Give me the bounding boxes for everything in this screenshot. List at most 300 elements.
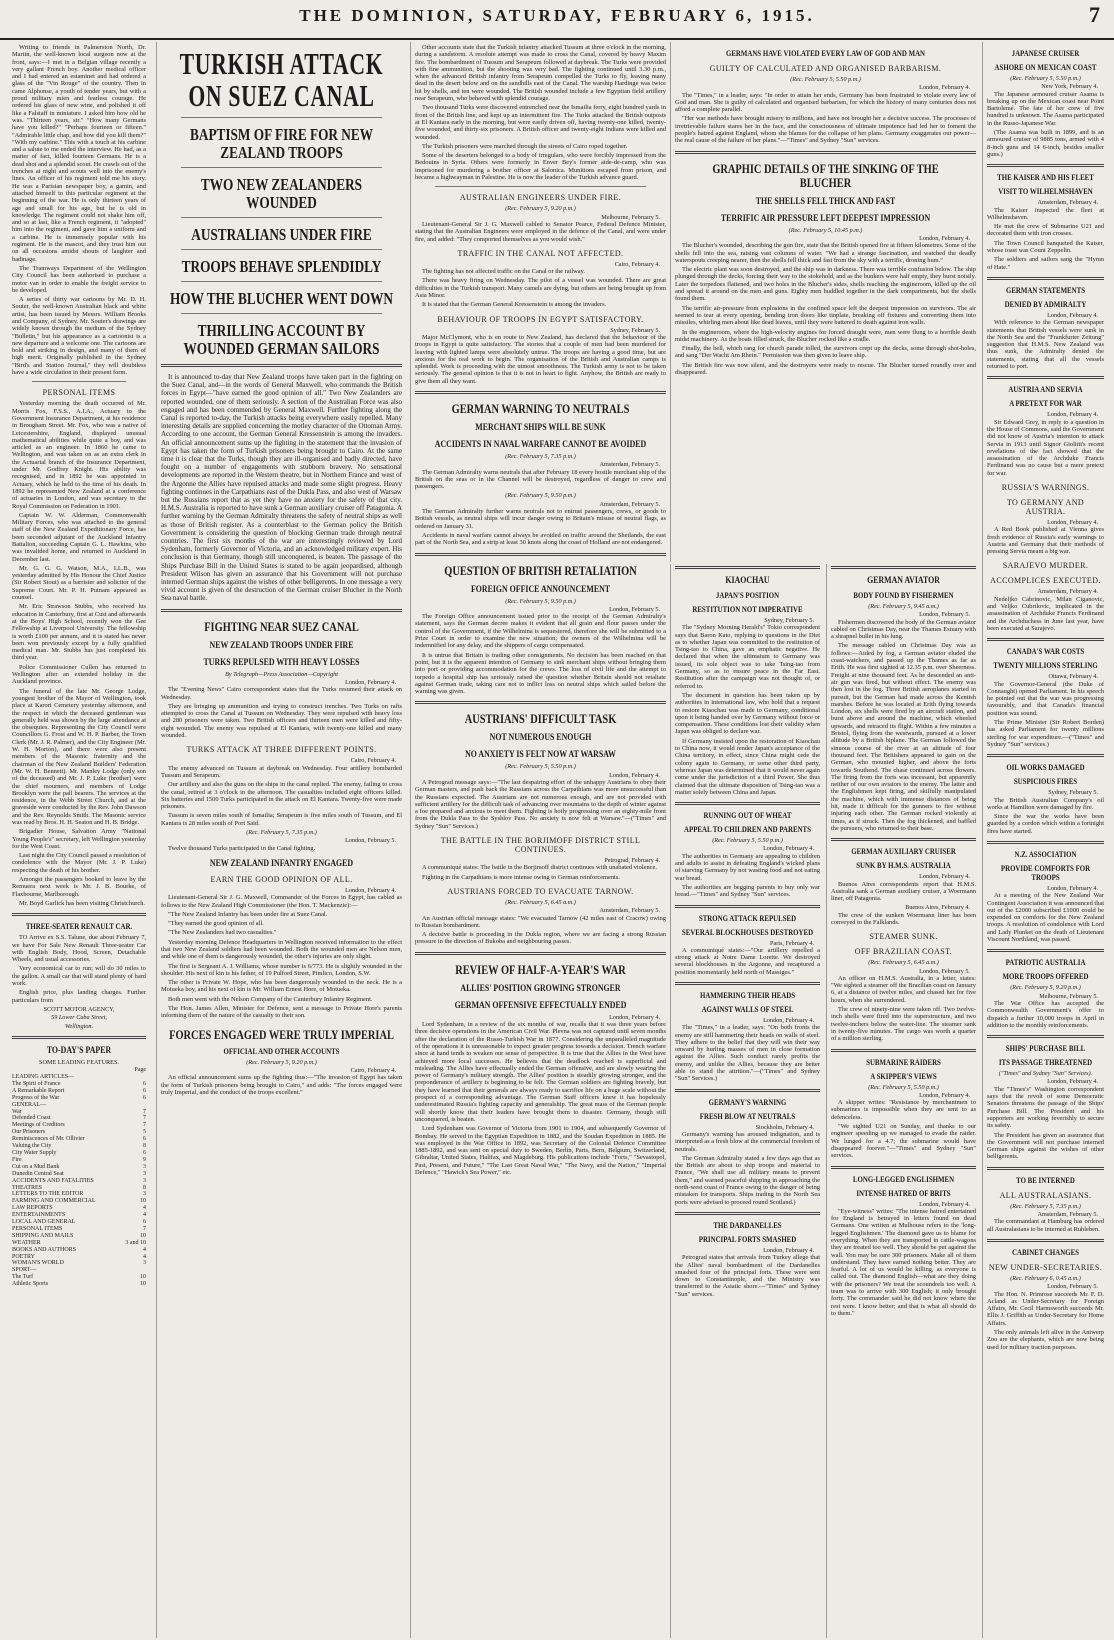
article-paragraph: Petrograd states that arrivals from Turkey allege that the Allies' naval bombardment of the Dardanelles smashed four of the principal forts. These were sent down to Constantinople, and the Ministry was transferred to the Asiatic shore.—"Times" and Sydney "Sun" services. bbox=[675, 1254, 820, 1298]
dateline: Melbourne, February 5. bbox=[1039, 992, 1098, 1000]
article-paragraph: Buenos Aires correspondents report that H.M.S. Australia sank a German auxiliary cruiser, a Woermann liner, off Patagonia. bbox=[831, 880, 976, 903]
divider bbox=[181, 281, 382, 282]
headline: FIGHTING NEAR SUEZ CANAL bbox=[204, 618, 359, 634]
dateline: London, February 4. bbox=[763, 1016, 814, 1024]
subheadline: APPEAL TO CHILDREN AND PARENTS bbox=[684, 825, 811, 835]
article-paragraph: They are bringing up ammunition and trying to construct trenches. Two Turks on rafts attempted to cross the Canal at Tussum on Wednesday. They were repulsed with heavy loss and 280 prisoners were taken. Two British officers and thirteen men were killed and fifty-eight wounded. The enemy was repulsed at El Kantara, with twenty-one killed and many wounded. bbox=[161, 702, 402, 740]
section-heading: AUSTRALIAN ENGINEERS UNDER FIRE. bbox=[459, 193, 622, 203]
dateline: London, February 5. bbox=[919, 967, 970, 975]
contents-row: Our Prisoners 5 bbox=[12, 1129, 146, 1136]
article-paragraph: Fighting in the Carpathians is more intense owing to German reinforcements. bbox=[422, 873, 620, 881]
divider bbox=[675, 905, 820, 908]
subheadline: TURKS REPULSED WITH HEAVY LOSSES bbox=[203, 656, 360, 668]
subheadline: TERRIFIC AIR PRESSURE LEFT DEEPEST IMPRESSION bbox=[720, 212, 931, 224]
article-paragraph: The Hon. James Allen, Minister for Defence, sent a message to Private Hore's parents informing them of the nature of the casualty to their son. bbox=[161, 1005, 402, 1020]
article-paragraph: Since the war the works have been guarded by a cordon which within a fortnight fires have started. bbox=[987, 813, 1104, 835]
divider bbox=[415, 391, 666, 394]
subheadline: SEVERAL BLOCKHOUSES DESTROYED bbox=[681, 927, 814, 937]
section-heading: AUSTRIANS FORCED TO EVACUATE TARNOW. bbox=[447, 886, 634, 896]
divider bbox=[675, 151, 976, 154]
contents-row: Cut on a Mud Bank 3 bbox=[12, 1163, 146, 1170]
subheadline: JAPAN'S POSITION bbox=[715, 591, 780, 600]
dateline: London, February 4. bbox=[919, 1200, 970, 1208]
received-line: (Rec. February 6, 0.45 a.m.) bbox=[1010, 1274, 1081, 1282]
section-heading: TO GERMANY AND AUSTRIA. bbox=[1006, 497, 1085, 516]
article-paragraph: The authorities in Germany are appealing to children and adults to assist in defeating England's wicked plans of starving Germany by not wasting food and not eating war bread. bbox=[675, 852, 820, 882]
article-paragraph: The soldiers and sailors sang the "Hymn of Hate." bbox=[987, 256, 1104, 271]
divider bbox=[831, 838, 976, 841]
article-paragraph: The Hon. N. Primrose succeeds Mr. F. D. Acland as Under-Secretary for Foreign Affairs, Mr. Cecil Harmsworth succeeds Mr. Ellis J. Griffith as Under-Secretary for Home Affairs. bbox=[987, 1290, 1104, 1327]
article-paragraph: The terrific air-pressure from explosions in the confined space left the deepest impression on survivors. The air seemed to tear at every opening, bending iron doors like tinplate, breaking off fixtures and converting them into missiles, whirling men about like dead leaves, until they were battered to death against iron walls. bbox=[675, 304, 976, 327]
headline: CANADA'S WAR COSTS bbox=[1006, 647, 1085, 657]
column-4b bbox=[826, 564, 980, 1638]
contents-row: LAW REPORTS 4 bbox=[12, 1205, 146, 1212]
article-paragraph: Major McClymont, who is en route to New Zealand, has declared that the behaviour of the troops in Egypt is quite satisfactory. The stories that a couple of men had been murdered for leaving with lighted lamps were absolutely untrue. The troops are having a good time, but are anxious for the real work to begin. The organisation of the British and Australian camps is splendid. Work is proceeding with the utmost smoothness. The Turkish army is not to be taken seriously. The general opinion is that it is not in heart to fight. Anyhow, the British are ready to give them all they want. bbox=[415, 333, 666, 385]
dateline: Ottawa, February 4. bbox=[1048, 673, 1098, 681]
article-paragraph: "They earned the good opinion of all. bbox=[168, 920, 264, 928]
divider bbox=[831, 1049, 976, 1052]
dateline: Amsterdam, February 5. bbox=[599, 461, 660, 469]
dateline: Melbourne, February 5. bbox=[601, 213, 660, 221]
dateline: Amsterdam, February 4. bbox=[1037, 588, 1098, 596]
headline: JAPANESE CRUISER bbox=[1011, 49, 1080, 58]
subheadline: AGAINST WALLS OF STEEL bbox=[701, 1004, 794, 1014]
subheadline: NEW ZEALAND INFANTRY ENGAGED bbox=[209, 857, 354, 869]
article-paragraph: An Austrian official message states: "We evacuated Tarnow (42 miles east of Cracow) owing to Russian bombardment. bbox=[415, 914, 666, 929]
subheadline: SUNK BY H.M.S. AUSTRALIA bbox=[856, 861, 951, 871]
column-1 bbox=[8, 42, 150, 1638]
section-heading: ACCOMPLICES EXECUTED. bbox=[990, 576, 1101, 586]
subheadline: INTENSE HATRED OF BRITS bbox=[856, 1188, 951, 1198]
article-paragraph: It is untrue that Britain is trading other consignments. No decision has been reached on that point, but it is the apparent intention of Germany to sink merchant ships without bringing them into port or providing accommodation for the crews. The loss of civil life and the attempt to torpedo a hospital ship has seriously raised the question whether Britain should not retaliate against German trade, taking care not to inflict loss on neutral ships which sailed before the warning was given. bbox=[415, 651, 666, 696]
subheadline: TWENTY MILLIONS STERLING bbox=[993, 661, 1098, 671]
section-heading: EARN THE GOOD OPINION OF ALL. bbox=[210, 874, 353, 884]
headline: RUNNING OUT OF WHEAT bbox=[703, 811, 792, 821]
subheadline: GERMAN OFFENSIVE EFFECTUALLY ENDED bbox=[454, 999, 627, 1011]
dateline: Sydney, February 5. bbox=[1048, 789, 1098, 797]
article-paragraph: An official announcement sums up the fighting thus:—"The invasion of Egypt has taken the form of Turkish prisoners being brought to Cairo," and adds: "The forces engaged were truly Imperial, and the conduct of the troops excellent." bbox=[161, 1074, 402, 1096]
headline: AUSTRIANS' DIFFICULT TASK bbox=[464, 711, 617, 727]
dateline: Petrograd, February 4. bbox=[604, 857, 660, 865]
headline: AUSTRALIANS UNDER FIRE bbox=[191, 225, 372, 244]
headline: THE DARDANELLES bbox=[713, 1220, 782, 1230]
dateline: London, February 5. bbox=[919, 611, 970, 619]
headline: SUBMARINE RAIDERS bbox=[866, 1057, 941, 1067]
divider bbox=[12, 1036, 146, 1039]
headline: REVIEW OF HALF-A-YEAR'S WAR bbox=[455, 961, 626, 977]
article-paragraph: A communiqué states:—"Our artillery repelled a strong attack at Notre Dame Lorette. We destroyed several blockhouses in the Argonne, and recaptured a position momentarily held north of Massiges." bbox=[675, 946, 820, 976]
contents-row: LETTERS TO THE EDITOR 3 bbox=[12, 1191, 146, 1198]
received-line: (Rec. February 5, 5.50 p.m.) bbox=[712, 837, 783, 845]
contents-row: Fire 9 bbox=[12, 1156, 146, 1163]
dateline: London, February 4. bbox=[1047, 885, 1098, 892]
article-paragraph: A skipper writes: "Resistance by merchantmen to submarines is impossible when they are sent to as defenceless. bbox=[831, 1099, 976, 1121]
subheadline: A SKIPPER'S VIEWS bbox=[870, 1071, 937, 1081]
divider bbox=[32, 381, 126, 382]
article-paragraph: The Kaiser inspected the fleet at Wilhelmshaven. bbox=[987, 206, 1104, 221]
headline: THE KAISER AND HIS FLEET bbox=[997, 173, 1094, 183]
dateline: London, February 5. bbox=[345, 837, 396, 845]
contents-row: Reminiscences of Mr. Ollivier 6 bbox=[12, 1136, 146, 1143]
article-paragraph: The Prime Minister (Sir Robert Borden) has asked Parliament for twenty millions sterling for war expenditure.—("Times" and Sydney "Sun" services.) bbox=[987, 719, 1104, 748]
subheadline: RESTITUTION NOT IMPERATIVE bbox=[692, 605, 803, 614]
advert-heading: THREE-SEATER RENAULT CAR. bbox=[25, 922, 133, 932]
advert-paragraph: Very economical car to run; will do 30 miles to the gallon. A small car that will stand plenty of hard work. bbox=[12, 965, 146, 988]
article-paragraph: Both men went with the Nelson Company of the Canterbury Infantry Regiment. bbox=[168, 995, 373, 1003]
masthead-title: THE DOMINION, SATURDAY, FEBRUARY 6, 1915. bbox=[299, 6, 815, 25]
headline: TO BE INTERNED bbox=[1016, 1175, 1075, 1185]
article-paragraph: The "Evening News" Cairo correspondent states that the Turks resumed their attack on Wednesday. bbox=[161, 686, 402, 701]
column-2 bbox=[156, 42, 406, 1638]
contents-row: LOCAL AND GENERAL 6 bbox=[12, 1219, 146, 1226]
contents-row: THEATRES 8 bbox=[12, 1184, 146, 1191]
article-paragraph: Germany's warning has aroused indignation, and is interpreted as a fresh blow at the commercial freedom of neutrals. bbox=[675, 1130, 820, 1153]
subheadline: PROVIDE COMFORTS FOR TROOPS bbox=[1000, 864, 1091, 882]
headline: N.Z. ASSOCIATION bbox=[1014, 850, 1077, 859]
received-line: (Rec. February 5, 6.45 a.m.) bbox=[868, 959, 939, 967]
article-paragraph: Some of the deserters belonged to a body of irregulars, who were forcibly impressed from the Bedouins in Syria. Others were formerly in Enver Bey's former aide-de-camp, who was imprisoned for murdering a brother officer at Salonica. Munitions escaped from prison, and became a highwayman in Palestine. He is now the leader of the Turkish advance guard. bbox=[415, 152, 666, 182]
dateline: London, February 4. bbox=[919, 873, 970, 881]
article-paragraph: The Blucher's wounded, describing the gun fire, state that the British opened fire at fifteen kilometres. Some of the shells fell into the sea, raising vast columns of water. "We had a strange fascination, and watched the deadly waterspouts creeping nearer, then the shells fell thick and fast from the sky with a terrific, droning hum." bbox=[675, 242, 976, 264]
section-heading: BEHAVIOUR OF TROOPS IN EGYPT SATISFACTORY. bbox=[437, 314, 644, 324]
headline: TWO NEW ZEALANDERS WOUNDED bbox=[200, 175, 363, 212]
received-line: (Rec. February 5, 7.35 p.m.) bbox=[246, 829, 317, 837]
divider bbox=[415, 553, 666, 556]
subheadline: BODY FOUND BY FISHERMEN bbox=[853, 591, 954, 600]
article-paragraph: The German Admiralty further warns neutrals not to entrust passengers, crews, or goods to British vessels, as neutral ships will incur danger owing to Britain's misuse of neutral flags, as ordered on January 31. bbox=[415, 508, 666, 530]
subheadline: ALLIES' POSITION GROWING STRONGER bbox=[460, 982, 621, 994]
article-paragraph: The War Office has accepted the Commonwealth Government's offer to dispatch a further 10,000 troops in April in addition to the monthly reinforcements. bbox=[987, 999, 1104, 1029]
article-paragraph: At a meeting of the New Zealand War Contingent Association it was announced that out of the £2000 subscribed £1000 could be expended on comforts for the New Zealand troops. A resolution of condolence with Lord and Lady Plunket on the death of Lieutenant Viscount Northland, was passed. bbox=[987, 892, 1104, 944]
subheadline: MORE TROOPS OFFERED bbox=[1002, 972, 1089, 982]
article-paragraph: "Eye-witness" writes: "The intense hatred entertained for England is betrayed in letters found on dead Germans. One written at Mulhouse refers to the 'long-legged Englishmen.' The diamond gave us to blame for everything. When they are transported in cattle-wagons they are treated too well. They should be put against the wall. You may be sure 300 prisoners. Make all of them understand. They have earned nothing better. They are fearful. A lot of us would be killing, as everyone is called out. The diamond English—what are they doing with the prisoners? We treat the scoundrels too well. A team was to arrive with 300 English; it only brought forty. The commander said he did not know where the rest were. I know better; and that is what all should do to them." bbox=[831, 1207, 976, 1317]
article-paragraph: "Her war methods have brought misery to millions, and have not brought her a decisive success. The processes of irretrievable failure stares her in the face, and the consciousness of ultimate impotence had led her to foment the people's hatred against England, whom she blames for the collapse of her plans. Germany exaggerates our power—the real cause of the failure of her plans."—"Times" and Sydney "Sun" services. bbox=[675, 115, 976, 145]
divider bbox=[675, 566, 820, 569]
dateline: London, February 4. bbox=[763, 845, 814, 853]
divider bbox=[415, 952, 666, 955]
section-heading: STEAMER SUNK. bbox=[869, 932, 938, 942]
section-heading: RUSSIA'S WARNINGS. bbox=[1001, 482, 1090, 492]
article-paragraph: (The Asama was built in 1899, and is an armoured cruiser of 9885 tons, armed with 4 8-inch guns and 14 6-inch, besides smaller guns.) bbox=[987, 129, 1104, 158]
article-paragraph: If Germany insisted upon the restoration of Kiaochau to China now, it would render Japan's acceptance of the China territory, in effect, since China might cede the colony again to Germany, or some other third party, whereas Japan was determined that it would never again come under the jurisdiction of a third Power. She thus claimed that the ultimate disposition of Tsing-tao was a matter solely between China and Japan. bbox=[675, 737, 820, 796]
dateline: London, February 5. bbox=[1047, 1283, 1098, 1291]
received-line: (Rec. February 5, 5.50 p.m.) bbox=[868, 1083, 939, 1091]
dateline: London, February 4. bbox=[763, 1246, 814, 1254]
story-paragraph: The Tramways Department of the Wellington City Council has been authorised to purchase a motor van in order to enable the freight service to be developed. bbox=[12, 264, 146, 294]
received-line: (Rec. February 5, 6.45 a.m.) bbox=[505, 898, 576, 906]
main-headline: TURKISH ATTACK ON SUEZ CANAL bbox=[179, 46, 384, 113]
dateline: London, February 4. bbox=[1047, 411, 1098, 419]
contents-row: Defended Coast 7 bbox=[12, 1115, 146, 1122]
divider bbox=[987, 1167, 1104, 1170]
article-paragraph: Lord Sydenham, in a review of the six months of war, recalls that it was three years before three decisive operations in the American Civil War. Plevna was not captured until seven months after the declaration of the Russo-Turkish War in 1877. Considering the unparalleled magnitude of the operations it is unreasonable to expect greater progress towards a decision. Trench warfare since at hand tends to weaken our sense of perspective. It is true that the Allies in the West have achieved more local successes. He believes that the deadlock reached is superficial and misleading. The Allies have effectually ended the German offensive, and are slowly wearing the power of Germany's military strength. The Allies' position is steadily growing stronger, and the preponderance of artillery is beginning to be felt. The German soldiers are fighting bravely, but they have learned that their generals are always ready to sacrifice life on a huge scale without the prospect of a corresponding advantage. The German Staff officers knew it has hopelessly underestimated Russia's fighting capacity and generalship. The great mass of the German people will shortly know that their leaders have brought them to disaster. Germany, though still unconquered, is beaten. bbox=[415, 1021, 666, 1123]
dateline: Cairo, February 4. bbox=[614, 260, 660, 268]
article-paragraph: An officer on H.M.S. Australia, in a letter, states: "We sighted a steamer off the Brazilian coast on January 6, at a distance of twelve miles, and chased her for five hours, when she surrendered. bbox=[831, 974, 976, 1004]
headline: GERMANY'S WARNING bbox=[708, 1097, 787, 1107]
advert-paragraph: English price, plus landing charges. Further particulars from bbox=[12, 989, 146, 1004]
divider bbox=[987, 376, 1104, 379]
dateline: London, February 4. bbox=[609, 771, 660, 779]
subheadline: NO ANXIETY IS FELT NOW AT WARSAW bbox=[465, 749, 616, 761]
article-paragraph: The crew of the sunken Woermann liner has been conveyed to the Falklands. bbox=[831, 911, 976, 926]
article-paragraph: The German Admiralty warns neutrals that after February 18 every hostile merchant ship of the British on the seas or in the Channel will be destroyed, regardless of danger to crew and passengers. bbox=[415, 468, 666, 491]
divider bbox=[987, 164, 1104, 167]
headline: AUSTRIA AND SERVIA bbox=[1008, 385, 1083, 395]
divider bbox=[987, 277, 1104, 280]
personal-paragraph: Captain W. W. Alderman, Commonwealth Military Forces, who was attached to the general staff of the New Zealand Expeditionary Force, has been seconded adjutant of the Auckland Infantry Battalion, succeeding Captain G. L. Hawkins, who was invalided home, and returned to Auckland in December last. bbox=[12, 511, 146, 563]
dateline: Amsterdam, February 5. bbox=[599, 907, 660, 915]
dateline: Amsterdam, February 5. bbox=[599, 500, 660, 508]
subheadline: OFFICIAL AND OTHER ACCOUNTS bbox=[223, 1046, 340, 1056]
contents-row: Meetings of Creditors 7 bbox=[12, 1122, 146, 1129]
contents-row: GENERAL— bbox=[12, 1101, 46, 1108]
lead-summary: It is announced to-day that New Zealand troops have taken part in the fighting on the Suez Canal, and—in the words of General Maxwell, who commands the British forces in Egypt—"have earned the good opinion of all." Two New Zealanders are reported wounded, one of them seriously. A section of the Australian Force was also engaged and has been commended by General Maxwell. Further fighting along the Canal is reported to-day, the Turkish attacks being everywhere easily repelled. Many interesting details are supplied concerning the motley character of the Ottoman Army. According to one account, the German General Kressenstein is among the invaders. An official announcement sums up the fighting in the statement that the invasion of Egypt has taken the form of Turkish prisoners being brought to Cairo. At the same time it is clear that the Turks, though they are ill-organised and badly directed, have fought on a number of engagements with stubborn bravery. No sensational developments are reported in the Western theatre, but in Northern France and west of the Argonne the Allies have repulsed attacks and made some slight progress. Heavy fighting continues in the Carpathians east of the Dukla Pass, and also west of Warsaw but the Russians report that as yet they have no anxiety for the safety of that city. H.M.S. Australia is reported to have sunk a German auxiliary cruiser off Patagonia. A further warning by the German Admiralty threatens the safety of neutral ships as well as those of British register. As a counterblast to the German policy the British Government is considering the question of blocking German trade through neutral countries. The first six months of the war are interestingly reviewed by Lord Sydenham, formerly Governor of Victoria, and an acknowledged military expert. His conclusion is that Germany, though still unconquered, is beaten. The passage of the Ships Purchase Bill in the United States is stated to be again jeopardised, although President Wilson has given an assurance that his Government will not purchase interned German ships against the wishes of other belligerents. In one message a very vivid account is given of the destruction of the German cruiser Blucher in the North Sea naval battle. bbox=[161, 373, 402, 603]
personal-paragraph: Amongst the passengers booked to leave by the Remuera next week is Mr. J. B. Bourke, of Flaxbourne, Marlborough. bbox=[12, 876, 146, 898]
article-paragraph: The Governor-General (the Duke of Connaught) opened Parliament. In his speech he pointed out that the war was progressing favourably, and that Canada's financial position was sound. bbox=[987, 680, 1104, 717]
dateline: Paris, February 4. bbox=[770, 939, 814, 947]
contents-row: City Water Supply 6 bbox=[12, 1149, 146, 1156]
column-4-top bbox=[670, 42, 980, 562]
article-paragraph: A communiqué states: The battle in the Borjimoff district continues with unabated violence. bbox=[422, 864, 657, 872]
dateline: Cairo, February 4. bbox=[350, 757, 396, 765]
divider bbox=[675, 1089, 820, 1092]
section-heading: GUILTY OF CALCULATED AND ORGANISED BARBARISM. bbox=[709, 64, 942, 73]
divider bbox=[181, 313, 382, 314]
dateline: Cairo, February 4. bbox=[350, 1066, 396, 1074]
contents-row: WEATHER 3 and 10 bbox=[12, 1239, 146, 1246]
divider bbox=[675, 982, 820, 985]
story-paragraph: A series of thirty war cartoons by Mr. D. H. Souter, the well-known Australian black and white artist, has been issued by Messrs. William Brooks and Company, of Sydney. Mr. Souter's drawings are widely known through the medium of the Sydney "Bulletin," but his appearance as a cartoonist is a new departure and a welcome one. The cartoons are bold and striking in design, and many of them of high merit. Originally published in the Sydney "Bird's and Station Journal," they will doubtless have a wide circulation in their present form. bbox=[12, 296, 146, 377]
article-paragraph: A Red Book published at Vienna gives fresh evidence of Russia's early warnings to Austria and Germany that their methods of pressing Servia meant a big war. bbox=[987, 526, 1104, 556]
article-paragraph: Finally, the bell, which rang for church parade tolled, the survivors crept up the decks, some through shot-holes, and sang "Der Wacht Am Rhein." Permission was then given to leave ship. bbox=[675, 345, 976, 360]
article-paragraph: The President has given an assurance that the Government will not purchase interned German ships against the wishes of other belligerents. bbox=[987, 1131, 1104, 1161]
personal-paragraph: Yesterday morning the death occurred of Mr. Morris Fox, F.S.S., A.I.A., Actuary to the Government Insurance Department, at his residence in Brougham Street. Mr. Fox, who was a native of Leicestershire, England, displayed unusual mathematical abilities while quite a boy, and was articled as an engineer. In 1860 he came to Wellington, and was taken on as an extra clerk in the Actuarial branch of the Insurance Department, under Mr. Godfrey Knight. His ability was recognised, and in 1892 he was appointed to Actuary, which he held to the time of his death. In 1892 he represented New Zealand at a conference of actuaries in London, and was secretary to the Royal Commission on Federation in 1901. bbox=[12, 400, 146, 510]
article-paragraph: The enemy advanced on Tussum at daybreak on Wednesday. Four artillery bombarded Tussum and Serapeum. bbox=[161, 764, 402, 779]
headline: CABINET CHANGES bbox=[1012, 1247, 1079, 1257]
contents-list bbox=[12, 1067, 146, 1288]
headline: GERMAN AUXILIARY CRUISER bbox=[851, 847, 956, 857]
headline: KIAOCHAU bbox=[725, 575, 770, 586]
dateline: Sydney, February 5. bbox=[764, 617, 814, 624]
article-paragraph: The fighting has not affected traffic on the Canal or the railway. bbox=[422, 268, 585, 276]
section-heading: ALL AUSTRALASIANS. bbox=[999, 1190, 1092, 1200]
column-4a bbox=[670, 564, 824, 1638]
received-line: (Rec. February 5, 7.35 p.m.) bbox=[1010, 1202, 1081, 1210]
personal-paragraph: Mr. Eric Strawson Stubbs, who received his education in Canterbury, first at Cust and afterwards at the Boys' High School, recently won the Gee Fellowship at Liverpool University. The fellowship is worth £100 per annum, and it is stated has never been won previously except by a fully qualified medical man. Mr. Stubbs has just completed his third year. bbox=[12, 603, 146, 662]
column-6 bbox=[982, 42, 1108, 1638]
contents-row: PERSONAL ITEMS 7 bbox=[12, 1225, 146, 1232]
article-paragraph: Fishermen discovered the body of the German aviator cabled on Christmas Day, near the Thames Estuary with a shrapnel bullet in his lung. bbox=[831, 618, 976, 641]
article-paragraph: Nedeljko Cabrinovic, Milan Ciganovic, and Veljko Cubrilovic, implicated in the assassination of Archduke Francis Ferdinand and the Archduchess in June last year, have been executed at Sarajevo. bbox=[987, 595, 1104, 632]
divider bbox=[415, 701, 666, 704]
personal-paragraph: Last night the City Council passed a resolution of condolence with the Mayor (Mr. J. P. Luke) respecting the death of his brother. bbox=[12, 852, 146, 874]
personal-paragraph: The funeral of the late Mr. George Lodge, youngest brother of the Mayor of Wellington, took place at Karori Cemetery yesterday afternoon, and the respect in which the deceased gentleman was generally held was shown by the large attendance at the obsequies. Representing the City Council were Councillors G. Frost and W. H. P. Barber, the Town Clerk (Mr. J. R. Palmer), and the City Engineer (Mr. W. H. Morton), and there were also present members of the Masonic fraternity and the chairman of the New Zealand Builders' Federation (Mr. W. H. Bennett). Mr. Manley Lodge (only son of the deceased) and Mr. J. P. Luke (brother) were the chief mourners, and members of Lodge Brooklyn were the pall bearers. The services at the residence, in the Webb Street Church, and at the graveside were conducted by the Rev. John Dawson and the Rev. Reynolds Smith. The Masonic service was read by Bros. H. H. Seaton and H. B. Bridge. bbox=[12, 687, 146, 826]
divider bbox=[987, 949, 1104, 952]
article-paragraph: Accidents in naval warfare cannot always be avoided on traffic around the Shetlands, the east part of the North Sea, and a strip at least 30 knots along the coast of Holland are not endangered. bbox=[415, 531, 666, 547]
article-paragraph: The first is Sergeant A. J. Williams, whose number is 6/773. He is slightly wounded in the shoulder. His next of kin is his father, of 19 Pulford Street, Pimlico, London, S.W. bbox=[161, 962, 402, 977]
dateline: London, February 4. bbox=[1047, 1078, 1098, 1086]
subheadline: DENIED BY ADMIRALTY bbox=[1004, 299, 1087, 309]
article-paragraph: The German Admiralty stated a few days ago that as the British are about to ship troops and material to France, "We shall use all military means to prevent them," and warned peaceful shipping in approaching the north-west coast of France owing to the danger of being mistaken for transports. Ships trading to the North Sea ports were advised to proceed round Scotland.) bbox=[675, 1154, 820, 1206]
divider bbox=[161, 364, 402, 367]
headline: GERMANS HAVE VIOLATED EVERY LAW OF GOD AND MAN bbox=[725, 49, 926, 58]
subheadline: FOREIGN OFFICE ANNOUNCEMENT bbox=[471, 583, 610, 595]
dateline: New York, February 4. bbox=[1041, 83, 1098, 91]
article-paragraph: Lieutenant-General Sir J. G. Maxwell, Commander of the Forces in Egypt, has cabled as follows to the New Zealand High Commissioner (the Hon. T. Mackenzie):— bbox=[161, 894, 402, 909]
column-3 bbox=[410, 42, 670, 1638]
divider bbox=[987, 1035, 1104, 1038]
article-paragraph: In the engineroom, where the high-velocity engines for forced draught were, men were flung to a horrible death midst machinery. As the boats filled struck, the Blucher rocked like a cradle. bbox=[675, 328, 976, 343]
article-paragraph: The British Australian Company's oil works at Hamilton were damaged by fire. bbox=[987, 796, 1104, 811]
received-line: (Rec. February 5, 9.50 p.m.) bbox=[505, 597, 576, 605]
article-paragraph: A Petrograd message says:—"The last despairing effort of the unhappy Austrians to obey their German masters, and push back the Russians across the Carpathians was more unsuccessful than the Russians expected. The Austrians are not numerous enough, and are not provided with sufficient artillery for the difficult task of advancing over mountains to the depth of winter against a foe prepared and anxious to meet them. Fighting is hotly progressing over an eighty-mile front from the Dukla Pass to the Syshlov Pass. No anxiety is now felt at Warsaw."—("Times" and Sydney "Sun" Services.) bbox=[415, 779, 666, 830]
article-paragraph: The other is Private W. Hope, who has been dangerously wounded in the neck. He is a Motueka boy, and his next of kin is Mr. William Ernest Hore, of Motueka. bbox=[161, 979, 402, 994]
section-heading: THE BATTLE IN THE BORJIMOFF DISTRICT STILL CONTINUES. bbox=[440, 836, 641, 855]
contents-row: The Turf 10 bbox=[12, 1274, 146, 1281]
dateline: Amsterdam, February 4. bbox=[1037, 199, 1098, 207]
contents-row: FARMING AND COMMERCIAL 10 bbox=[12, 1198, 146, 1205]
article-paragraph: The Foreign Office announcement issued prior to the receipt of the German Admiralty's statement, says the German decree makes it evident that all grain and flour passes under the control of the Government, if the Wilhelmina is sequestered, therefore she will be submitted to a Prize Court in order to examine the new situation; the owners of the Wilhelmina will be indemnified for any delay, and the shippers of cargo compensated. bbox=[415, 613, 666, 650]
subheadline: NOT NUMEROUS ENOUGH bbox=[489, 732, 592, 744]
subheadline: MERCHANT SHIPS WILL BE SUNK bbox=[475, 421, 606, 433]
contents-row: Dunedin Central Seat 3 bbox=[12, 1170, 146, 1177]
article-paragraph: Lieutenant-General Sir J. G. Maxwell cabled to Senator Pearce, Federal Defence Minister, stating that the Australian Engineers were employed in the defence of the Canal, and were under fire, and added: "They comported themselves as you would wish." bbox=[415, 220, 666, 243]
contents-row: Progress of the War 6 bbox=[12, 1094, 146, 1101]
received-line: (Rec. February 5, 9.20 p.m.) bbox=[246, 1058, 317, 1066]
contents-row: SHIPPING AND MAILS 10 bbox=[12, 1232, 146, 1239]
headline: GERMAN WARNING TO NEUTRALS bbox=[451, 400, 630, 416]
section-heading: OFF BRAZILIAN COAST. bbox=[854, 947, 953, 957]
subheadline: FRESH BLOW AT NEUTRALS bbox=[699, 1111, 796, 1121]
article-paragraph: The Japanese armoured cruiser Asama is breaking up on the Mexican coast near Point Bartolemé. The fate of her crew of five hundred is unknown. The Asama participated in the Russo-Japanese War. bbox=[987, 90, 1104, 127]
divider bbox=[831, 1166, 976, 1169]
article-paragraph: Other accounts state that the Turkish infantry attacked Tussum at three o'clock in the morning, during a sandstorm. A resolute attempt was made to cross the Canal, covered by heavy Maxim fire. The bombardment of Tussum and Serapeum followed at daybreak. The Turks were provided with fine ammunition, but the shooting was very bad. The fighting continued until 3.30 p.m., when the advanced British infantry from Serapeum compelled the Turks to fly, leaving many dead in the desert below and on the sandhills east of the Canal. The warship Hardinge was twice hit by shells, and ten were wounded. The British wounded include a few Egyptian field artillery near Serapeum, who behaved with splendid courage. bbox=[415, 44, 666, 103]
article-paragraph: The Town Council banqueted the Kaiser, whose toast was Count Zeppelin. bbox=[987, 239, 1104, 255]
subheadline: SUSPICIOUS FIRES bbox=[1013, 777, 1078, 787]
received-line: (Rec. February 5, 9.50 p.m.) bbox=[505, 492, 576, 500]
dateline: London, February 4. bbox=[609, 1013, 660, 1021]
article-paragraph: The commandant at Hamburg has ordered all Australasians to be interned at Ruhleben. bbox=[987, 1218, 1104, 1233]
article-paragraph: The message cabled on Christmas Day was as follows:—Aided by fog, a German aviator eluded the coast-watchers, and passed up the Thames as far as Erith. He was first sighted at 12.35 p.m. over Sheerness. Freight at nine thousand feet. As he descended an anti-air gun was fired, but without effect. The enemy was then lost in the fog. Three British aeroplanes started in pursuit, but the German had made across the Kentish marshes. Before he was located at Erith flying towards London, six shells were fired by an aircraft station, and burst above and around the machine, which wheeled upwards, and retraced its flight. Within a few minutes a Bristol, flying from the westwards, pursued at a lower altitude by a British biplane. The German followed the sinuous course of the river at an altitude of four thousand feet. The Britishers appeared to gain on the German, who mounted higher, and above the forts towards Southend. The chase continued across flowers. The firing from the forts was incessant, but apparently neither of our own aviators to the enemy. The latter and the Englishmen kept firing, and skilfully manipulated the machine, which with immense distances of being hit, made it difficult for the gunners to fire without injuring each other. The German rocked violently at times, as if struck. Then the fog thickened, and baffled the pursuers, who returned to their base. bbox=[831, 642, 976, 832]
dateline: Amsterdam, February 5. bbox=[1037, 1211, 1098, 1219]
divider bbox=[181, 217, 382, 218]
subheadline: PRINCIPAL FORTS SMASHED bbox=[698, 1234, 797, 1244]
source-line: ("Times" and Sydney "Sun" Services). bbox=[998, 1070, 1093, 1078]
article-paragraph: Twelve thousand Turks participated in the Canal fighting. bbox=[168, 844, 316, 852]
headline: SHIPS' PURCHASE BILL bbox=[1005, 1044, 1086, 1054]
article-paragraph: The British fire was now silent, and the destroyers were ready to rescue. The Blucher turned roundly over and disappeared. bbox=[675, 361, 976, 377]
article-paragraph: Our artillery and also the guns on the ships in the canal replied. The enemy, failing to cross the canal, retired at 3 o'clock in the afternoon. The casualties included eight officers killed. Six batteries and 1500 Turks participated in the attack on El Kantara. Twenty-five were made prisoners. bbox=[161, 781, 402, 811]
article-paragraph: "We sighted U21 on Sunday, and thanks to our engineer speeding up we managed to evade the raider. We lunged for a 4.7; the submarine would have disappeared forever."—"Times" and Sydney "Sun" services. bbox=[831, 1123, 976, 1160]
headline: GERMAN AVIATOR bbox=[867, 575, 940, 586]
personal-items-heading: PERSONAL ITEMS bbox=[42, 388, 116, 398]
advert-paragraph: TO Arrive ex S.S. Talune, due about February 7, we have For Sale New Renault Three-seater Car with English Body, Hood, Screen, Detachable Wheels, and usual accessories. bbox=[12, 934, 146, 964]
headline: TROOPS BEHAVE SPLENDIDLY bbox=[181, 257, 382, 276]
article-paragraph: Tussum is seven miles south of Ismailia; Serapeum is five miles south of Tussum, and El Kantara is 28 miles south of Port Said. bbox=[161, 812, 402, 827]
divider bbox=[987, 638, 1104, 641]
article-paragraph: With reference to the German newspaper statements that British vessels were sunk in the North Sea and the "Frankfurter Zeitung" suggestion that H.M.S. New Zealand was thus sunk, the Admiralty denied the statements, stating that all the vessels returned to port. bbox=[987, 319, 1104, 371]
article-paragraph: "The New Zealand Infantry has been under fire at Suez Canal. bbox=[168, 910, 328, 918]
dateline: London, February 4. bbox=[919, 1091, 970, 1099]
article-paragraph: Sir Edward Grey, in reply to a question in the House of Commons, said the Government did not know of Austria's intention to attack Servia in 1913 until Signor Giolitti's recent revelations of the fact showed that the assassination of the Archduke Francis Ferdinand was no cause but a mere pretext for war. bbox=[987, 418, 1104, 477]
divider bbox=[675, 802, 820, 805]
received-line: (Rec. February 5, 5.50 p.m.) bbox=[505, 763, 576, 771]
article-paragraph: The electric plant was soon destroyed, and the ship was in darkness. There was terrible confusion below. The ship plunged through the decks, forcing their way to the stokehold, and as the bunkers were half empty, they burst noisily. Later the torpedoes flattened, and two holes in the Blucher's sides, shells reaching the engineroom, killed up the oil and spread it around on the men and guns. Eighty men huddled together in the dark compartments, but the shells found them. bbox=[675, 266, 976, 303]
headline: THRILLING ACCOUNT BY WOUNDED GERMAN SAILORS bbox=[183, 321, 380, 358]
subheadline: ITS PASSAGE THREATENED bbox=[998, 1058, 1093, 1068]
divider bbox=[181, 117, 382, 118]
story-paragraph: Writing to friends in Palmerston North, Dr. Martin, the well-known local surgeon now at the front, says:—I met in a Belgian village recently a very gallant French boy. Another medical officer and I had entered an estaminet and had ordered a glass of the "Vin Rouge" of the country. Then in came Alphonse, a youth of tender years, but with a proud military mien and fearless courage. He ordered his glass of new wine, and polished it off like a Falstaff in miniature. I asked him how old he was. "Thirteen years, sir." "How many Germans have you killed?" "Perhaps fourteen or fifteen." "Admirable little chap, and how did you kill them?" "With my carbine." This with a touch at his carbine and a salute to me ended the interview. He had, as a matter of fact, killed fourteen Germans. He is a dead shot and a splendid scout. He crawls out of the trenches at night and scouts well into the enemy's lines. An officer of his regiment told me his story. He was a Parisian newspaper boy, a gamin, and attached himself to this particular regiment at the beginning of the war. He is only thirteen years of age and small for his age, but he is old in knowledge. The regiment could not shake him off, and so at last, like a French regiment, it "adopted" him into the regiment, and gave him a uniform and a carbine. He is immensely popular with his regiment. He is the mascot, and they trust him out on all occasions amidst shouts of laughter and badinage. bbox=[12, 44, 146, 263]
article-paragraph: It is stated that the German General Kressenstein is among the invaders. bbox=[422, 301, 607, 309]
divider bbox=[675, 1212, 820, 1215]
contents-page-label: Page bbox=[134, 1067, 146, 1074]
advert-signature: SCOTT MOTOR AGENCY, bbox=[43, 1005, 115, 1013]
dateline: London, February 4. bbox=[1047, 311, 1098, 319]
contents-row: BOOKS AND AUTHORS 4 bbox=[12, 1246, 146, 1253]
article-paragraph: He met the crew of Submarine U21 and decorated them with iron crosses. bbox=[987, 223, 1104, 238]
headline: GERMAN STATEMENTS bbox=[1005, 285, 1086, 295]
masthead bbox=[0, 0, 1114, 40]
personal-paragraph: Police Commissioner Cullen has returned to Wellington after an extended holiday in the Auckland province. bbox=[12, 663, 146, 686]
received-line: (Rec. February 5, 5.50 p.m.) bbox=[1010, 75, 1081, 82]
dateline: London, February 4. bbox=[919, 234, 970, 242]
dateline: London, February 4. bbox=[919, 84, 970, 92]
divider bbox=[987, 1239, 1104, 1242]
dateline: London, February 4. bbox=[345, 678, 396, 686]
contents-row: LEADING ARTICLES— bbox=[12, 1074, 75, 1081]
contents-row: Athletic Sports 10 bbox=[12, 1281, 146, 1288]
contents-row: POETRY 4 bbox=[12, 1253, 146, 1260]
article-paragraph: The Turkish prisoners were marched through the streets of Cairo roped together. bbox=[422, 142, 628, 150]
dateline: London, February 5. bbox=[609, 605, 660, 613]
received-line: (Rec. February 5, 9.20 p.m.) bbox=[505, 205, 576, 213]
headline: OIL WORKS DAMAGED bbox=[1006, 763, 1085, 773]
contents-row: WOMAN'S WORLD 3 bbox=[12, 1260, 146, 1267]
headline: STRONG ATTACK REPULSED bbox=[698, 913, 797, 923]
contents-row: A Remarkable Report 6 bbox=[12, 1087, 146, 1094]
article-paragraph: Lord Sydenham was Governor of Victoria from 1901 to 1904, and subsequently Governor of Bombay. He served in the Egyptian Expedition in 1882, and the Soudan Expedition in 1885. He was employed in the War Office in 1892, was Secretary of the Colonial Defence Committee 1885-1892, and was sent on special duty to Sweden, Berlin, Paris, Bern, Belgium, Switzerland, Gibraltar, United States, Halifax, and Magdeburg. His publications include "Forts," "Sevastopol, Past, Present, and Future," "The Last Great Naval War," "The Navy, and the Nation," "Imperial Defence," "Hawick's Sea Power," etc. bbox=[415, 1125, 666, 1176]
columns bbox=[0, 42, 1114, 1640]
article-paragraph: The authorities are begging parents to buy only war bread.—"Times" and Sydney "Sun" services. bbox=[675, 883, 820, 899]
subheadline: A PRETEXT FOR WAR bbox=[1009, 399, 1082, 409]
dateline: Stockholm, February 4. bbox=[755, 1123, 814, 1131]
page-number: 7 bbox=[1089, 2, 1100, 27]
article-paragraph: A decisive battle is proceeding in the Dukla region, where we are facing a strong Russian pressure in the direction of Bukoba and neighbouring passes. bbox=[415, 931, 666, 946]
dateline: London, February 4. bbox=[345, 886, 396, 894]
divider bbox=[831, 566, 976, 569]
article-paragraph: The only animals left alive in the Antwerp Zoo are the elephants, which are now being used for military traction purposes. bbox=[987, 1328, 1104, 1351]
article-paragraph: The "Times's" Washington correspondent says that the revolt of some Democratic Senators threatens the passage of the Ships' Purchase Bill. The President and his supporters are working feverishly to secure its safety. bbox=[987, 1085, 1104, 1130]
advert-signature: Wellington. bbox=[64, 1022, 94, 1030]
received-line: (Rec. February 5, 9.45 a.m.) bbox=[868, 603, 939, 610]
dateline: Buenos Aires, February 4. bbox=[905, 904, 970, 912]
article-paragraph: "The New Zealanders had two casualties." bbox=[168, 929, 277, 937]
article-paragraph: The "Times," in a leader, says: "In order to attain her ends, Germany has been frustrated to violate every law of God and man. She is guilty of calculated and organised barbarism, for which the history of many centuries does not afford a complete parallel. bbox=[675, 91, 976, 114]
personal-paragraph: Brigadier House, Salvation Army "National Young People's" secretary, left Wellington yesterday for the West Coast. bbox=[12, 828, 146, 850]
headline: HAMMERING THEIR HEADS bbox=[699, 990, 796, 1000]
headline: GRAPHIC DETAILS OF THE SINKING OF THE BLUCHER bbox=[712, 160, 939, 190]
section-heading: SARAJEVO MURDER. bbox=[1002, 561, 1089, 571]
personal-paragraph: Mr. Boyd Garlick has been visiting Christchurch. bbox=[19, 899, 146, 907]
divider bbox=[181, 249, 382, 250]
headline: PATRIOTIC AUSTRALIA bbox=[1005, 958, 1086, 968]
contents-row: ENTERTAINMENTS 4 bbox=[12, 1212, 146, 1219]
contents-row: War 7 bbox=[12, 1108, 146, 1115]
article-paragraph: The "Sydney Morning Herald's" Tokio correspondent says that Baron Kato, replying to questions in the Diet as to whether Japan was committed to the restitution of Tsing-tao to China, gave an emphatic negative. He declared that when the ultimatum to Germany was issued, its sole object was to take Tsing-tao from Germany, so as to ensure peace in the Far East. Restitution after the campaign was not thought of, or referred to. bbox=[675, 624, 820, 690]
dateline: London, February 4. bbox=[1047, 518, 1098, 526]
article-paragraph: The "Times," in a leader, says: "On both fronts the enemy are still hammering their heads on walls of steel. They adhere to the belief that they will win their way onward by hurling masses of men in close formation against the Allies. Such conduct rarely profits the enemy, and unlike the Allies, because they are better able to stand the attrition."—("Times" and Sydney "Sun" Services.) bbox=[675, 1024, 820, 1083]
personal-paragraph: Mr. G. G. G. Watson, M.A., LL.B., was yesterday admitted by His Honour the Chief Justice (Sir Robert Stout) as a barrister and solicitor of the Supreme Court. Mr. P. H. Putnam appeared as counsel. bbox=[12, 564, 146, 602]
